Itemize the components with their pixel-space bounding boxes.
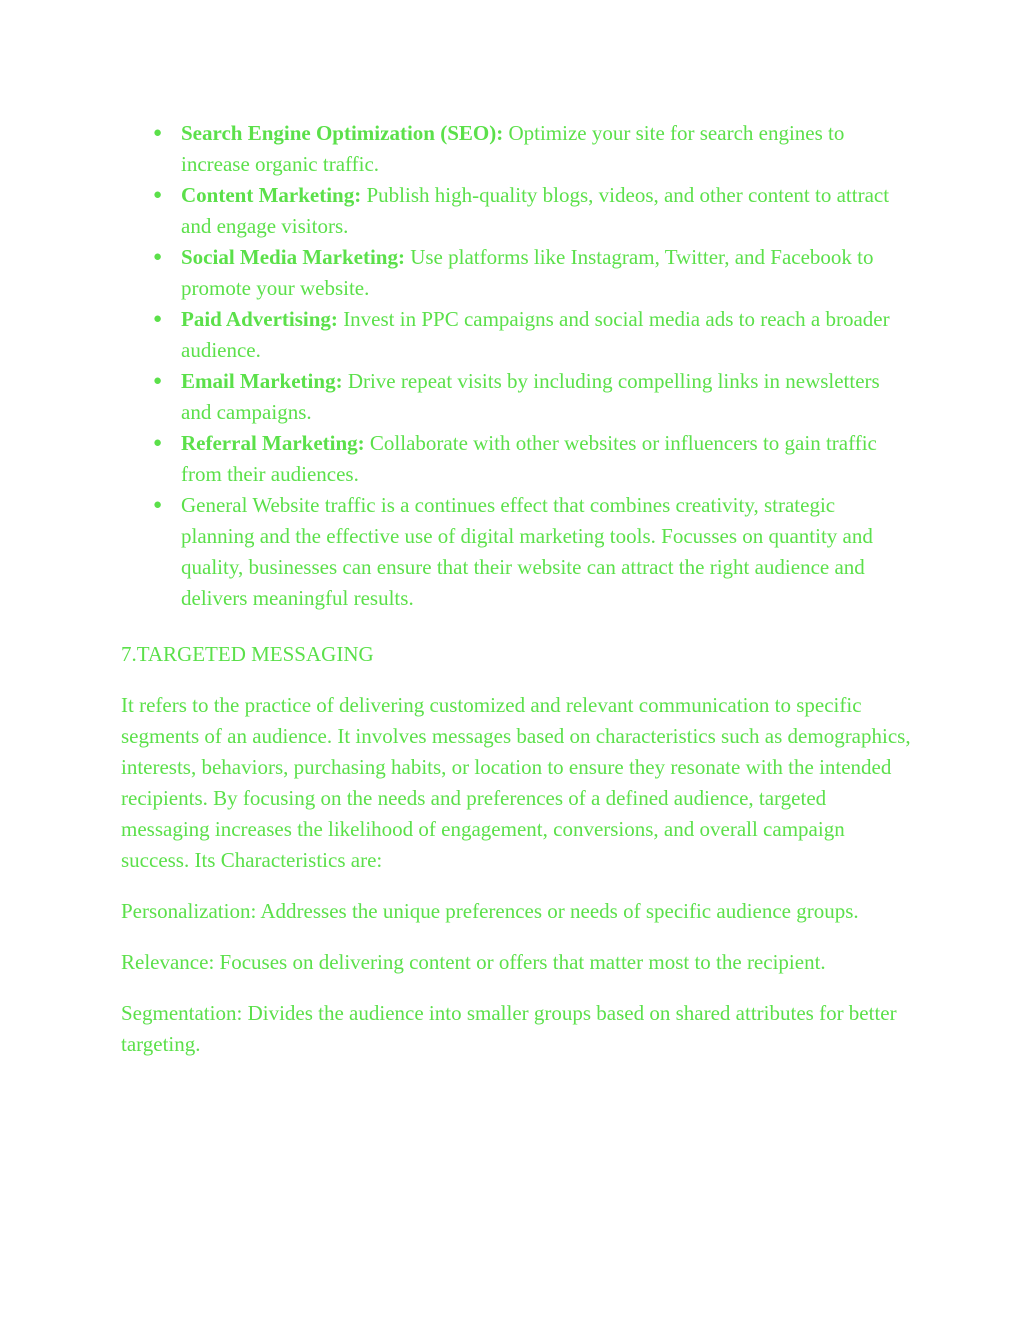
bullet-icon: ● (153, 249, 163, 265)
list-item (121, 180, 911, 242)
list-item-text: Drive repeat visits by including compelling links in newsletters and campaigns. (181, 369, 880, 424)
list-item-text: Invest in PPC campaigns and social media ads to reach a broader audience. (181, 307, 890, 362)
bullet-icon: ● (153, 373, 163, 389)
list-item-text: Use platforms like Instagram, Twitter, and Facebook to promote your website. (181, 245, 874, 300)
bullet-icon: ● (153, 311, 163, 327)
characteristic-segmentation: Segmentation: Divides the audience into smaller groups based on shared attributes for better targeting. (121, 1001, 897, 1056)
list-item-text: General Website traffic is a continues effect that combines creativity, strategic planning and the effective use of digital marketing tools. Focusses on quantity and quality, businesses can ensure that their website can attract the right audience and delivers meaningful results. (181, 493, 873, 610)
list-item-term: Paid Advertising: (181, 307, 338, 331)
list-item-text: Publish high-quality blogs, videos, and other content to attract and engage visitors. (181, 183, 890, 238)
bullet-icon: ● (153, 497, 163, 513)
characteristic-personalization: Personalization: Addresses the unique preferences or needs of specific audience groups. (121, 899, 859, 923)
list-item-term: Social Media Marketing: (181, 245, 405, 269)
list-item (121, 242, 911, 304)
traffic-strategies-list (121, 118, 911, 614)
list-item (121, 490, 911, 614)
bullet-icon: ● (153, 435, 163, 451)
list-item-term: Email Marketing: (181, 369, 343, 393)
list-item (121, 428, 911, 490)
list-item-term: Content Marketing: (181, 183, 362, 207)
list-item-text: Optimize your site for search engines to increase organic traffic. (181, 121, 845, 176)
list-item (121, 118, 911, 180)
bullet-icon: ● (153, 187, 163, 203)
list-item (121, 366, 911, 428)
bullet-icon: ● (153, 125, 163, 141)
list-item-text: Collaborate with other websites or influencers to gain traffic from their audiences. (181, 431, 877, 486)
document-page (121, 118, 911, 1060)
characteristic-relevance: Relevance: Focuses on delivering content or offers that matter most to the recipient. (121, 950, 826, 974)
list-item (121, 304, 911, 366)
section-heading: 7.TARGETED MESSAGING (121, 642, 374, 666)
intro-paragraph: It refers to the practice of delivering customized and relevant communication to specific segments of an audience. It involves messages based on characteristics such as demographics, interests, behaviors, purchasing habits, or location to ensure they resonate with the intended recipients. By focusing on the needs and preferences of a defined audience, targeted messaging increases the likelihood of engagement, conversions, and overall campaign success. Its Characteristics are: (121, 693, 911, 872)
list-item-term: Referral Marketing: (181, 431, 365, 455)
list-item-term: Search Engine Optimization (SEO): (181, 121, 504, 145)
